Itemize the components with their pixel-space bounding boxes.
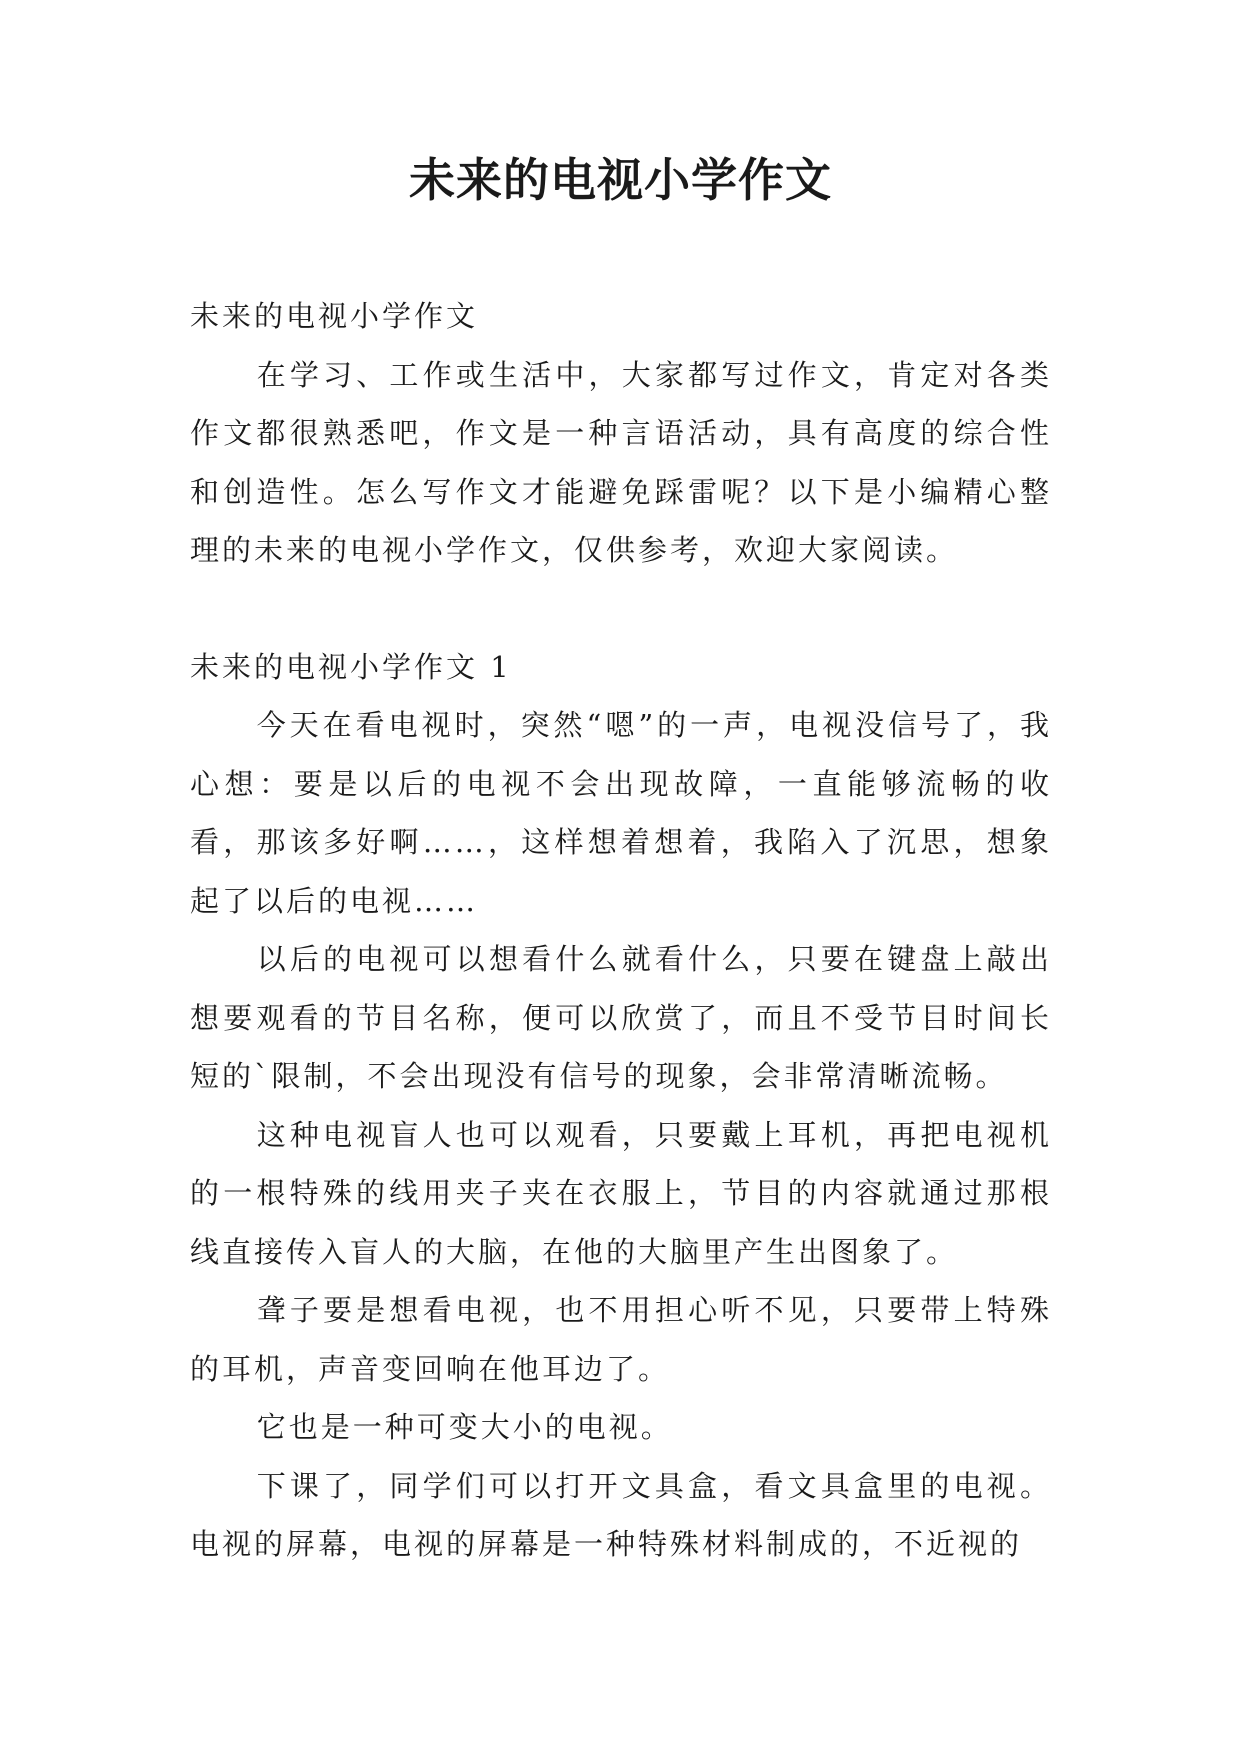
essay-paragraph: 下课了，同学们可以打开文具盒，看文具盒里的电视。电视的屏幕，电视的屏幕是一种特殊材料制成的，不近视的 bbox=[190, 1468, 1052, 1561]
essay-paragraph: 这种电视盲人也可以观看，只要戴上耳机，再把电视机的一根特殊的线用夹子夹在衣服上，节目的内容就通过那根线直接传入盲人的大脑，在他的大脑里产生出图象了。 bbox=[190, 1117, 1052, 1269]
intro-heading: 未来的电视小学作文 bbox=[190, 299, 479, 333]
essay-paragraph: 它也是一种可变大小的电视。 bbox=[256, 1410, 673, 1444]
document-body bbox=[190, 287, 1052, 1574]
essay-paragraph: 聋子要是想看电视，也不用担心听不见，只要带上特殊的耳机，声音变回响在他耳边了。 bbox=[190, 1293, 1052, 1386]
essay-heading: 未来的电视小学作文 1 bbox=[190, 649, 512, 684]
essay-paragraph: 以后的电视可以想看什么就看什么，只要在键盘上敲出想要观看的节目名称，便可以欣赏了，而且不受节目时间长短的`限制，不会出现没有信号的现象，会非常清晰流畅。 bbox=[190, 942, 1052, 1093]
essay-paragraph: 今天在看电视时，突然“嗯”的一声，电视没信号了，我心想：要是以后的电视不会出现故障，一直能够流畅的收看，那该多好啊……，这样想着想着，我陷入了沉思，想象起了以后的电视…… bbox=[190, 708, 1052, 918]
document-title: 未来的电视小学作文 bbox=[409, 153, 832, 207]
intro-paragraph: 在学习、工作或生活中，大家都写过作文，肯定对各类作文都很熟悉吧，作文是一种言语活动，具有高度的综合性和创造性。怎么写作文才能避免踩雷呢？以下是小编精心整理的未来的电视小学作文，仅供参考，欢迎大家阅读。 bbox=[190, 357, 1052, 567]
section-spacer bbox=[190, 580, 1052, 638]
